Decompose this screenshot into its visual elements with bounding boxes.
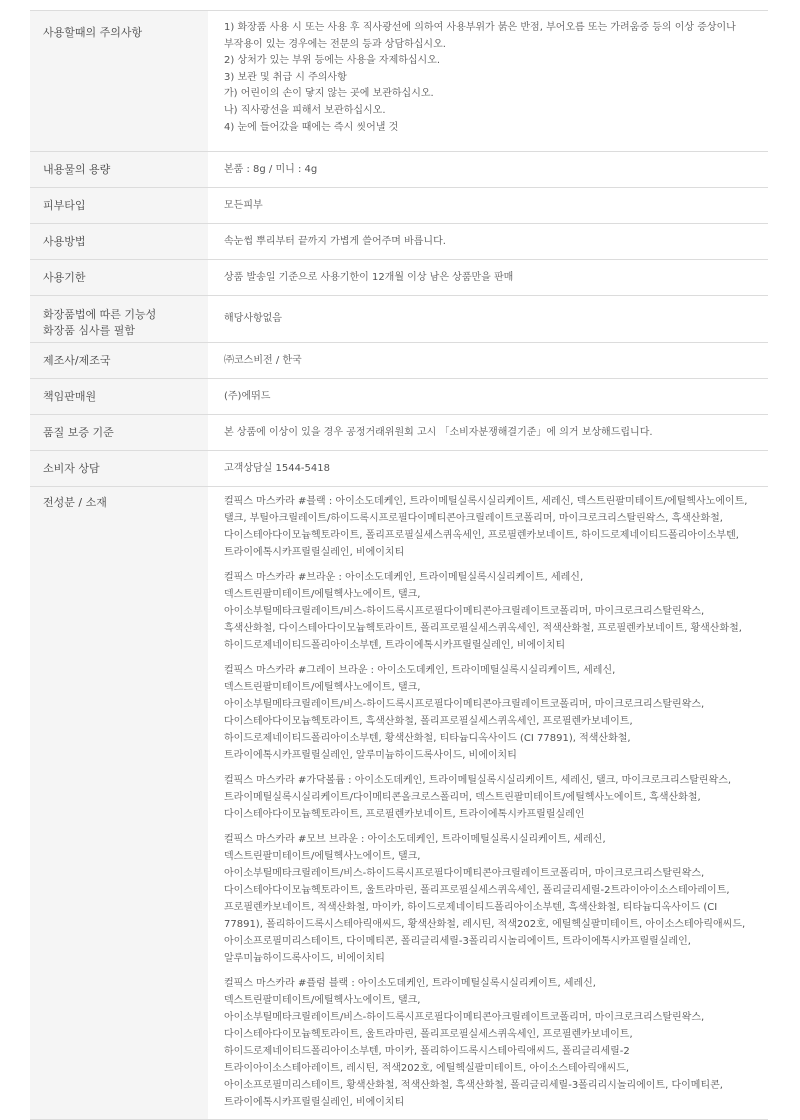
row-label bbox=[30, 152, 208, 188]
value-line: 다이스테아다이모늄헥토라이트, 흑색산화철, 폴리프로필실세스퀴옥세인, 프로필렌카보네이트, bbox=[224, 716, 633, 727]
value-line: 덱스트린팔미테이트/에틸헥사노에이트, 탤크, bbox=[224, 589, 421, 600]
info-row bbox=[30, 11, 768, 152]
value-line: 아이소부틸메타크릴레이트/비스-하이드록시프로필다이메티콘아크릴레이트코폴리머, 마이크로크리스탈린왁스, bbox=[224, 1012, 705, 1023]
row-value bbox=[208, 343, 768, 379]
row-value bbox=[208, 451, 768, 487]
row-label-line: 제조사/제조국 bbox=[43, 353, 111, 367]
info-row bbox=[30, 487, 768, 1120]
value-line: ㈜코스비전 / 한국 bbox=[224, 355, 302, 366]
row-label-line: 사용기한 bbox=[43, 270, 86, 284]
value-line: 하이드로제네이티드폴리아이소부텐, 트라이에톡시카프릴릴실레인, 비에이치티 bbox=[224, 640, 566, 651]
value-line: 하이드로제네이티드폴리아이소부텐, 황색산화철, 티타늄디옥사이드 (CI 77891), 적색산화철, bbox=[224, 733, 631, 744]
row-label bbox=[30, 260, 208, 296]
value-line: 2) 상처가 있는 부위 등에는 사용을 자제하십시오. bbox=[224, 55, 441, 67]
value-line: 트라이에톡시카프릴릴실레인, 비에이치티 bbox=[224, 547, 405, 558]
value-line: 3) 보관 및 취급 시 주의사항 bbox=[224, 71, 347, 83]
row-label bbox=[30, 188, 208, 224]
value-line: 속눈썹 뿌리부터 끝까지 가볍게 쓸어주며 바릅니다. bbox=[224, 236, 446, 247]
row-label bbox=[30, 415, 208, 451]
value-line: 1) 화장품 사용 시 또는 사용 후 직사광선에 의하여 사용부위가 붉은 반점, 부어오름 또는 가려움증 등의 이상 증상이나 bbox=[224, 22, 736, 33]
row-value bbox=[208, 379, 768, 415]
row-label-line: 내용물의 용량 bbox=[43, 162, 111, 176]
value-paragraph bbox=[224, 310, 754, 327]
row-value bbox=[208, 224, 768, 260]
row-value bbox=[208, 415, 768, 451]
value-line: 4) 눈에 들어갔을 때에는 즉시 씻어낼 것 bbox=[224, 121, 399, 133]
value-paragraph bbox=[224, 269, 754, 286]
value-paragraph bbox=[224, 569, 754, 654]
value-line: 아이소프로필미리스테이트, 다이메티콘, 폴리글리세릴-3폴리리시놀리에이트, 트라이에톡시카프릴릴실레인, bbox=[224, 936, 691, 947]
value-paragraph bbox=[224, 20, 754, 136]
row-label bbox=[30, 11, 208, 152]
value-paragraph bbox=[224, 772, 754, 823]
row-label-line: 화장품법에 따른 기능성 bbox=[43, 307, 157, 321]
value-line: 트라이에톡시카프릴릴실레인, 알루미늄하이드록사이드, 비에이치티 bbox=[224, 750, 517, 761]
value-paragraph bbox=[224, 424, 754, 441]
row-label bbox=[30, 343, 208, 379]
value-line: 탤크, 부틸아크릴레이트/하이드록시프로필다이메티콘아크릴레이트코폴리머, 마이크로크리스탈린왁스, 흑색산화철, bbox=[224, 513, 723, 524]
value-line: 가) 어린이의 손이 닿지 않는 곳에 보관하십시오. bbox=[224, 88, 434, 100]
row-label-line: 책임판매원 bbox=[43, 389, 97, 403]
row-label-line: 화장품 심사를 필함 bbox=[43, 323, 136, 337]
value-paragraph bbox=[224, 662, 754, 764]
value-line: 흑색산화철, 다이스테아다이모늄헥토라이트, 폴리프로필실세스퀴옥세인, 적색산화철, 프로필렌카보네이트, 황색산화철, bbox=[224, 623, 742, 634]
row-label bbox=[30, 451, 208, 487]
value-line: 덱스트린팔미테이트/에틸헥사노에이트, 탤크, bbox=[224, 851, 421, 862]
info-row bbox=[30, 415, 768, 451]
value-paragraph bbox=[224, 493, 754, 561]
row-label-line: 사용방법 bbox=[43, 234, 86, 248]
row-label-line: 전성분 / 소재 bbox=[43, 496, 107, 509]
row-value bbox=[208, 152, 768, 188]
row-label bbox=[30, 487, 208, 1120]
row-label bbox=[30, 224, 208, 260]
value-line: 프로필렌카보네이트, 적색산화철, 마이카, 하이드로제네이티드폴리아이소부텐, 흑색산화철, 티타늄디옥사이드 (CI bbox=[224, 902, 718, 913]
value-line: 다이스테아다이모늄헥토라이트, 울트라마린, 폴리프로필실세스퀴옥세인, 폴리글리세릴-2트라이아이소스테아레이트, bbox=[224, 885, 730, 896]
value-paragraph bbox=[224, 197, 754, 214]
value-line: 다이스테아다이모늄헥토라이트, 울트라마린, 폴리프로필실세스퀴옥세인, 프로필렌카보네이트, bbox=[224, 1029, 633, 1040]
value-line: 트라이아이소스테아레이트, 레시틴, 적색202호, 에틸헥실팔미테이트, 아이소스테아릭애씨드, bbox=[224, 1063, 630, 1074]
row-value bbox=[208, 260, 768, 296]
value-line: 상품 발송일 기준으로 사용기한이 12개월 이상 남은 상품만을 판매 bbox=[224, 272, 514, 283]
row-label-line: 사용할때의 주의사항 bbox=[43, 26, 143, 39]
value-line: 컬픽스 마스카라 #브라운 : 아이소도데케인, 트라이메틸실록시실리케이트, 세레신, bbox=[224, 572, 584, 583]
value-paragraph bbox=[224, 831, 754, 967]
value-line: 컬픽스 마스카라 #플럼 블랙 : 아이소도데케인, 트라이메틸실록시실리케이트, 세레신, bbox=[224, 978, 596, 989]
info-row bbox=[30, 343, 768, 379]
value-line: 컬픽스 마스카라 #가닥볼륨 : 아이소도데케인, 트라이메틸실록시실리케이트, 세레신, 탤크, 마이크로크리스탈린왁스, bbox=[224, 775, 732, 786]
value-paragraph bbox=[224, 460, 754, 477]
product-info-table bbox=[30, 10, 768, 1120]
value-line: 트라이에톡시카프릴릴실레인, 비에이치티 bbox=[224, 1097, 405, 1108]
value-paragraph bbox=[224, 352, 754, 369]
value-line: 해당사항없음 bbox=[224, 313, 282, 324]
row-label bbox=[30, 296, 208, 343]
info-row bbox=[30, 152, 768, 188]
value-line: 하이드로제네이티드폴리아이소부텐, 마이카, 폴리하이드록시스테아릭애씨드, 폴리글리세릴-2 bbox=[224, 1046, 630, 1057]
row-label-line: 소비자 상담 bbox=[43, 461, 100, 475]
info-row bbox=[30, 260, 768, 296]
value-line: 아이소부틸메타크릴레이트/비스-하이드록시프로필다이메티콘아크릴레이트코폴리머, 마이크로크리스탈린왁스, bbox=[224, 606, 705, 617]
value-line: 덱스트린팔미테이트/에틸헥사노에이트, 탤크, bbox=[224, 682, 421, 693]
value-paragraph bbox=[224, 161, 754, 178]
row-label bbox=[30, 379, 208, 415]
info-row bbox=[30, 296, 768, 343]
value-line: 다이스테아다이모늄헥토라이트, 폴리프로필실세스퀴옥세인, 프로필렌카보네이트, 하이드로제네이티드폴리아이소부텐, bbox=[224, 530, 739, 541]
value-line: 고객상담실 1544-5418 bbox=[224, 463, 330, 474]
value-line: 모든피부 bbox=[224, 200, 263, 211]
value-paragraph bbox=[224, 233, 754, 250]
info-row bbox=[30, 379, 768, 415]
row-value bbox=[208, 487, 768, 1120]
value-line: 트라이메틸실록시실리케이트/다이메티콘올크로스폴리머, 덱스트린팔미테이트/에틸헥사노에이트, 흑색산화철, bbox=[224, 792, 701, 803]
value-line: 다이스테아다이모늄헥토라이트, 프로필렌카보네이트, 트라이에톡시카프릴릴실레인 bbox=[224, 809, 585, 820]
value-line: 부작용이 있는 경우에는 전문의 등과 상담하십시오. bbox=[224, 38, 446, 50]
info-row bbox=[30, 451, 768, 487]
info-row bbox=[30, 224, 768, 260]
value-line: 아이소부틸메타크릴레이트/비스-하이드록시프로필다이메티콘아크릴레이트코폴리머, 마이크로크리스탈린왁스, bbox=[224, 868, 705, 879]
row-label-line: 피부타입 bbox=[43, 198, 86, 212]
row-value bbox=[208, 296, 768, 343]
value-paragraph bbox=[224, 975, 754, 1111]
value-line: 컬픽스 마스카라 #그레이 브라운 : 아이소도데케인, 트라이메틸실록시실리케이트, 세레신, bbox=[224, 665, 616, 676]
row-label-line: 품질 보증 기준 bbox=[43, 425, 114, 439]
value-line: 알루미늄하이드록사이드, 비에이치티 bbox=[224, 953, 385, 964]
value-line: 본 상품에 이상이 있을 경우 공정거래위원회 고시 「소비자분쟁해결기준」에 의거 보상해드립니다. bbox=[224, 427, 653, 438]
value-line: (주)에뛰드 bbox=[224, 391, 271, 402]
product-info-body bbox=[30, 11, 768, 1120]
value-line: 77891), 폴리하이드록시스테아릭애씨드, 황색산화철, 레시틴, 적색202호, 에틸헥실팔미테이트, 아이소스테아릭애씨드, bbox=[224, 919, 746, 930]
value-line: 컬픽스 마스카라 #모브 브라운 : 아이소도데케인, 트라이메틸실록시실리케이트, 세레신, bbox=[224, 834, 606, 845]
value-line: 덱스트린팔미테이트/에틸헥사노에이트, 탤크, bbox=[224, 995, 421, 1006]
value-line: 아이소프로필미리스테이트, 황색산화철, 적색산화철, 흑색산화철, 폴리글리세릴-3폴리리시놀리에이트, 다이메티콘, bbox=[224, 1080, 723, 1091]
value-line: 아이소부틸메타크릴레이트/비스-하이드록시프로필다이메티콘아크릴레이트코폴리머, 마이크로크리스탈린왁스, bbox=[224, 699, 705, 710]
row-value bbox=[208, 188, 768, 224]
value-line: 본품 : 8g / 미니 : 4g bbox=[224, 164, 318, 175]
value-line: 나) 직사광선을 피해서 보관하십시오. bbox=[224, 104, 386, 116]
value-paragraph bbox=[224, 388, 754, 405]
value-line: 컬픽스 마스카라 #블랙 : 아이소도데케인, 트라이메틸실록시실리케이트, 세레신, 덱스트린팔미테이트/에틸헥사노에이트, bbox=[224, 496, 748, 507]
row-value bbox=[208, 11, 768, 152]
info-row bbox=[30, 188, 768, 224]
